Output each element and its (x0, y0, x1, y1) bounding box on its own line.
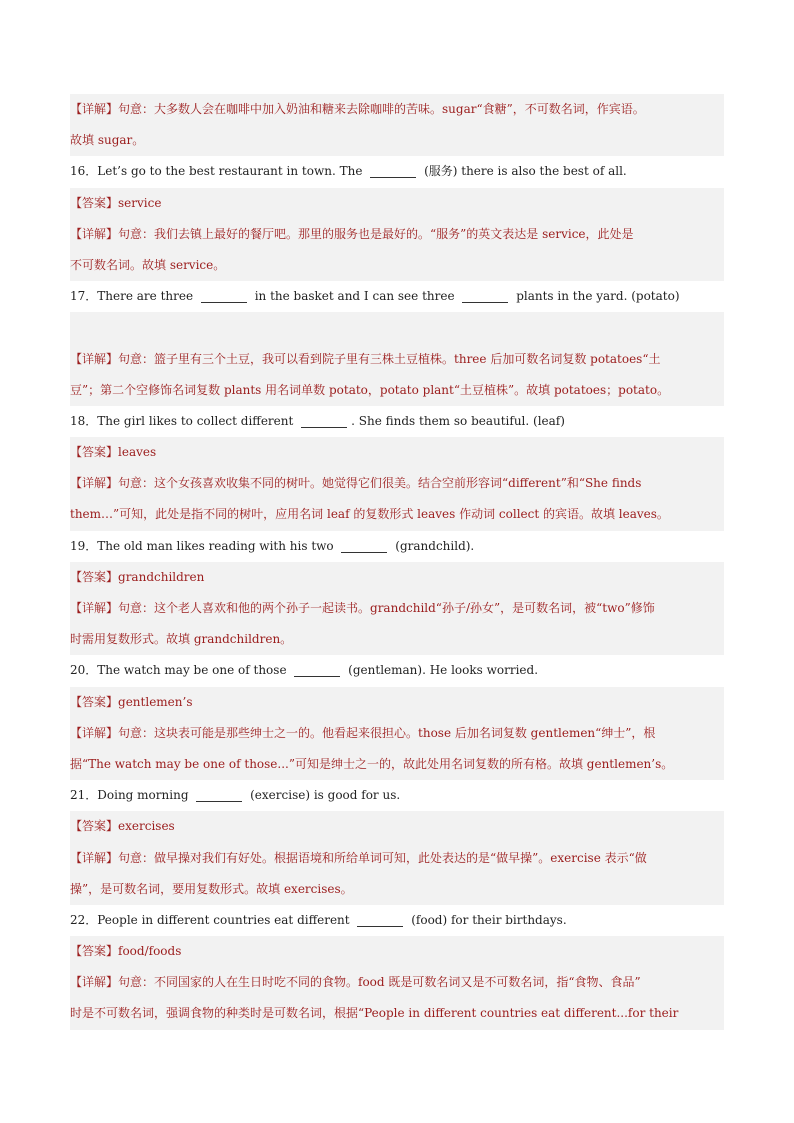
detail-text: 句意：这个女孩喜欢收集不同的树叶。她觉得它们很美。结合空前形容词“different”和“She finds (118, 476, 642, 491)
answer-text: food/foods (118, 944, 182, 959)
answer-blank (196, 787, 242, 802)
answer-row (70, 811, 724, 842)
detail-text: 时需用复数形式。故填 grandchildren。 (70, 632, 293, 647)
answer-blank (294, 662, 340, 677)
question-22 (70, 905, 724, 936)
detail-text: them…”可知，此处是指不同的树叶，应用名词 leaf 的复数形式 leaves 作动词 collect 的宾语。故填 leaves。 (70, 507, 669, 522)
detail-row (70, 125, 724, 156)
answer-label: 【答案】 (70, 694, 119, 709)
detail-row (70, 843, 724, 874)
detail-text: 句意：篮子里有三个土豆，我可以看到院子里有三株土豆植株。three 后加可数名词复数 potatoes“土 (118, 351, 661, 366)
question-18 (70, 406, 724, 437)
question-text: (gentleman). He looks worried. (344, 663, 539, 678)
question-text: plants in the yard. (potato) (512, 289, 680, 304)
detail-row (70, 250, 724, 281)
question-text: 16．Let’s go to the best restaurant in town. The (70, 164, 367, 179)
detail-text: 时是不可数名词，强调食物的种类时是可数名词，根据“People in different countries eat different...for their (70, 1006, 679, 1021)
detail-row (70, 718, 724, 749)
answer-row (70, 188, 724, 219)
detail-row (70, 468, 724, 499)
answer-blank (357, 912, 403, 927)
detail-text: 句意：不同国家的人在生日时吃不同的食物。food 既是可数名词又是不可数名词，指“食物、食品” (118, 975, 641, 990)
answer-blank (201, 288, 247, 303)
detail-row (70, 624, 724, 655)
answer-text: service (118, 195, 162, 210)
answer-label: 【答案】 (70, 445, 119, 460)
worksheet-page (70, 94, 724, 1030)
question-text: 22．People in different countries eat different (70, 912, 354, 927)
answer-blank (341, 538, 387, 553)
detail-label: 【详解】 (70, 476, 119, 491)
detail-row (70, 344, 724, 375)
answer-text: gentlemen’s (118, 694, 193, 709)
detail-text: 不可数名词。故填 service。 (70, 257, 226, 272)
detail-text: 据“The watch may be one of those...”可知是绅士之一的，故此处用名词复数的所有格。故填 gentlemen’s。 (70, 756, 674, 771)
detail-row (70, 593, 724, 624)
question-16 (70, 156, 724, 187)
detail-text: 句意：大多数人会在咖啡中加入奶油和糖来去除咖啡的苦味。sugar“食糖”，不可数名词，作宾语。 (118, 102, 645, 116)
detail-label: 【详解】 (70, 226, 119, 241)
detail-text: 句意：这块表可能是那些绅士之一的。他看起来很担心。those 后加名词复数 gentlemen“绅士”，根 (118, 725, 656, 740)
detail-row (70, 998, 724, 1029)
detail-text: 句意：我们去镇上最好的餐厅吧。那里的服务也是最好的。“服务”的英文表达是 service，此处是 (118, 226, 634, 241)
question-text: . She finds them so beautiful. (leaf) (351, 413, 565, 428)
question-text: (grandchild). (391, 538, 475, 553)
question-text: (food) for their birthdays. (407, 912, 567, 927)
detail-row (70, 499, 724, 530)
answer-label: 【答案】 (70, 195, 119, 210)
detail-label: 【详解】 (70, 975, 119, 990)
answer-blank (462, 288, 508, 303)
detail-label: 【详解】 (70, 850, 119, 865)
detail-label: 【详解】 (70, 725, 119, 740)
answer-label: 【答案】 (70, 944, 119, 959)
answer-row (70, 687, 724, 718)
question-text: 21．Doing morning (70, 788, 193, 803)
answer-row (70, 437, 724, 468)
detail-row (70, 874, 724, 905)
question-17 (70, 281, 724, 312)
answer-label: 【答案】 (70, 819, 119, 834)
answer-label: 【答案】 (70, 569, 119, 584)
question-text: 20．The watch may be one of those (70, 663, 291, 678)
detail-text: 操”，是可数名词，要用复数形式。故填 exercises。 (70, 881, 353, 896)
question-text: in the basket and I can see three (250, 289, 459, 304)
detail-label: 【详解】 (70, 102, 119, 116)
detail-row (70, 94, 724, 125)
answer-blank (301, 413, 347, 428)
answer-text: leaves (118, 445, 157, 460)
question-text: (服务) there is also the best of all. (420, 164, 627, 179)
detail-text: 句意：做早操对我们有好处。根据语境和所给单词可知，此处表达的是“做早操”。exercise 表示“做 (118, 850, 647, 865)
question-19 (70, 531, 724, 562)
detail-label: 【详解】 (70, 351, 119, 366)
detail-text: 豆”；第二个空修饰名词复数 plants 用名词单数 potato，potato plant“土豆植株”。故填 potatoes；potato。 (70, 382, 670, 397)
detail-row (70, 967, 724, 998)
question-text: 17．There are three (70, 289, 197, 304)
answer-text: grandchildren (118, 569, 205, 584)
detail-row (70, 749, 724, 780)
question-20 (70, 655, 724, 686)
detail-row (70, 219, 724, 250)
question-text: 19．The old man likes reading with his two (70, 538, 338, 553)
answer-text: exercises (118, 819, 175, 834)
answer-row (70, 312, 724, 343)
detail-text: 故填 sugar。 (70, 133, 145, 148)
question-text: 18．The girl likes to collect different (70, 413, 298, 428)
answer-row (70, 562, 724, 593)
question-21 (70, 780, 724, 811)
answer-blank (370, 163, 416, 178)
answer-row (70, 936, 724, 967)
detail-label: 【详解】 (70, 601, 119, 615)
detail-text: 句意：这个老人喜欢和他的两个孙子一起读书。grandchild“孙子/孙女”，是可数名词，被“two”修饰 (118, 601, 655, 615)
detail-row (70, 375, 724, 406)
question-text: (exercise) is good for us. (246, 788, 401, 803)
